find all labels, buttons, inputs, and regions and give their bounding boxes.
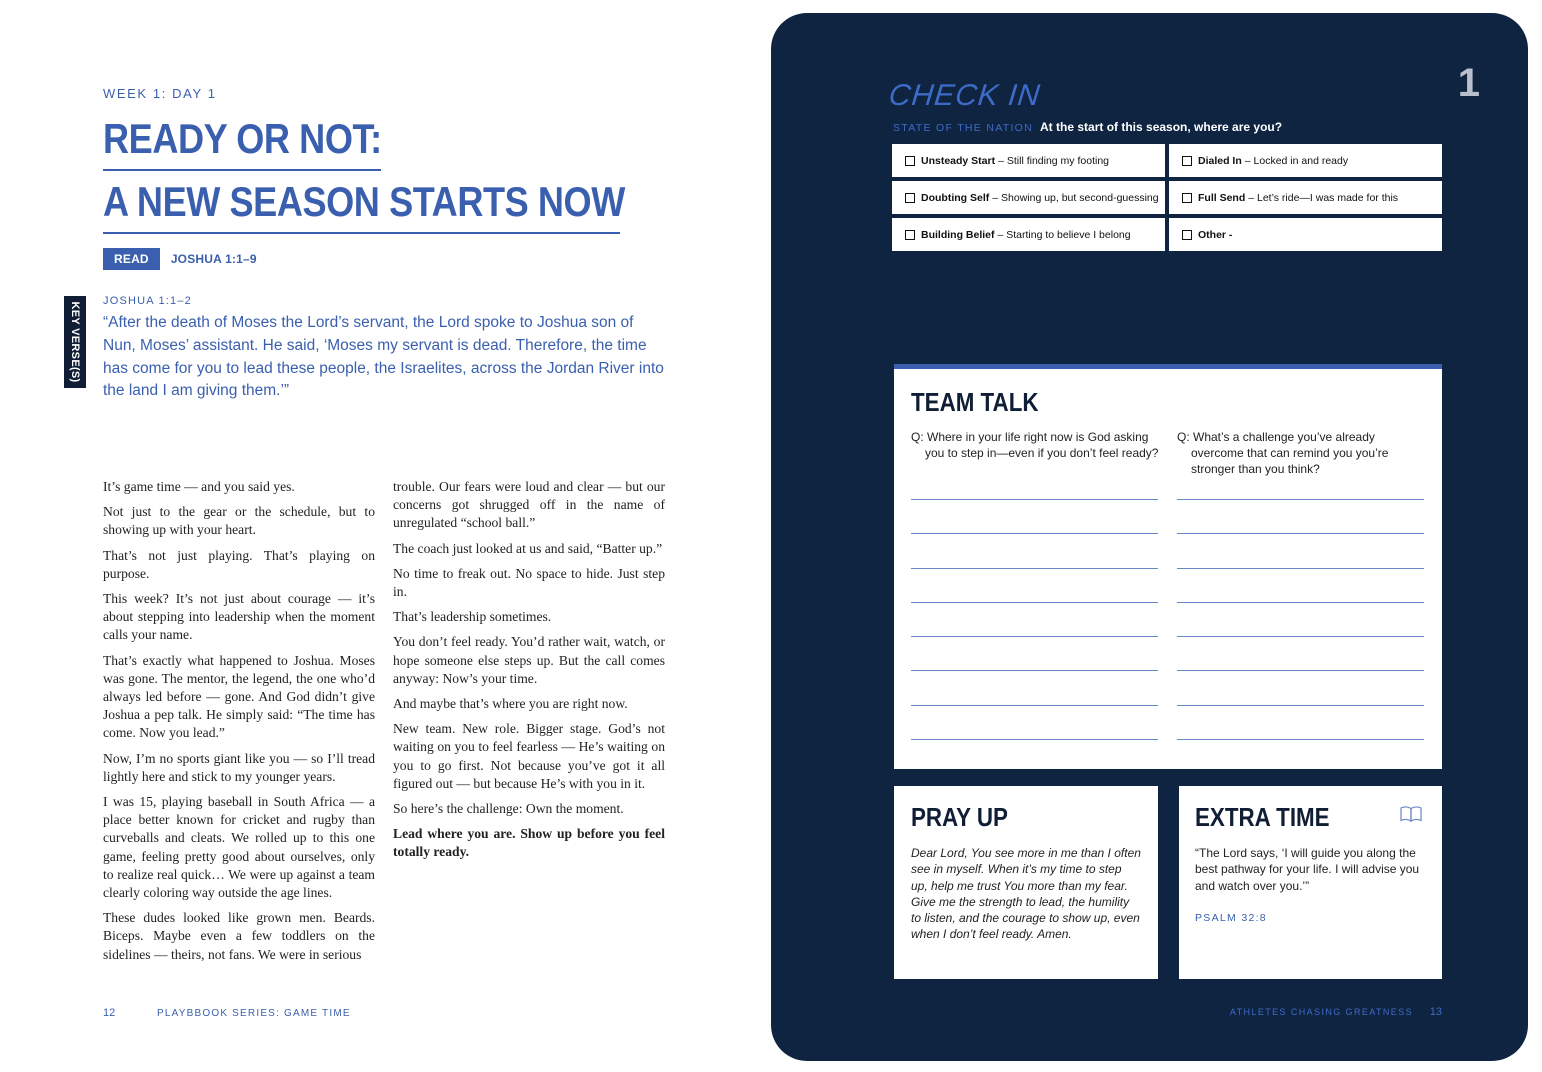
answer-line[interactable] <box>1177 739 1424 740</box>
week-day-label: WEEK 1: DAY 1 <box>103 86 217 101</box>
paragraph: You don’t feel ready. You’d rather wait, watch, or hope someone else steps up. But the call comes anyway: Now’s your time. <box>393 634 665 686</box>
answer-line[interactable] <box>1177 670 1424 671</box>
open-book-icon <box>1400 806 1422 822</box>
paragraph: That’s not just playing. That’s playing on purpose. <box>103 547 375 581</box>
state-label: STATE OF THE NATION <box>893 122 1034 134</box>
option-name: Dialed In <box>1198 154 1242 167</box>
paragraph: That’s leadership sometimes. <box>393 609 552 625</box>
paragraph: That’s exactly what happened to Joshua. Moses was gone. The mentor, the legend, the one who’d always led before — gone. And God didn’t give Joshua a pep talk. He simply said: “The time has come. Now you lead.” <box>103 652 375 741</box>
paragraph: I was 15, playing baseball in South Africa — a place better known for cricket and rugby than curveballs and cleats. We rolled up to this one game, feeling pretty good about ourselves, only to realize real quick… We were up against a team clearly coloring way outside the age lines. <box>103 794 375 901</box>
answer-line[interactable] <box>1177 705 1424 706</box>
state-of-nation-row <box>893 120 1282 134</box>
answer-line[interactable] <box>911 705 1158 706</box>
state-question: At the start of this season, where are you? <box>1040 120 1283 134</box>
checkbox[interactable] <box>905 193 915 203</box>
pray-up-heading: PRAY UP <box>911 802 1008 832</box>
option-desc: – Showing up, but second-guessing <box>992 191 1159 204</box>
option-other[interactable] <box>1169 218 1442 251</box>
pray-up-card <box>894 786 1158 979</box>
chapter-number: 1 <box>1457 61 1480 105</box>
answer-lines-1[interactable] <box>911 499 1158 773</box>
paragraph: These dudes looked like grown men. Beards. Biceps. Maybe even a few toddlers on the sidelines — theirs, not fans. We were in serious <box>103 910 375 962</box>
read-reference: JOSHUA 1:1–9 <box>170 252 257 266</box>
title-underline-1 <box>103 169 381 171</box>
paragraph: It’s game time — and you said yes. <box>103 479 295 494</box>
option-name: Full Send <box>1198 191 1246 204</box>
answer-line[interactable] <box>1177 636 1424 637</box>
verse-reference: JOSHUA 1:1–2 <box>103 295 192 307</box>
paragraph: This week? It’s not just about courage — it’s about stepping into leadership when the moment calls your name. <box>103 591 375 643</box>
body-column-1 <box>103 478 375 971</box>
paragraph: Not just to the gear or the schedule, but to showing up with your heart. <box>103 504 375 538</box>
option-name: Building Belief <box>921 228 995 241</box>
closing-statement: Lead where you are. Show up before you feel totally ready. <box>393 826 665 860</box>
checkbox[interactable] <box>905 230 915 240</box>
answer-line[interactable] <box>911 568 1158 569</box>
title-underline-2 <box>103 232 620 234</box>
answer-line[interactable] <box>911 499 1158 500</box>
team-talk-card <box>894 364 1442 769</box>
answer-line[interactable] <box>911 739 1158 740</box>
verse-text: “After the death of Moses the Lord’s servant, the Lord spoke to Joshua son of Nun, Moses’ assistant. He said, ‘Moses my servant is dead. Therefore, the time has come for you to lead these people, the Israelites, across the Jordan River into the land I am giving them.’” <box>103 314 664 400</box>
prayer-text: Dear Lord, You see more in me than I often see in myself. When it’s my time to step up, help me trust You more than my fear. Give me the strength to lead, the humility to listen, and the courage to show up, even when I don’t feel ready. Amen. <box>911 846 1141 942</box>
extra-time-heading: EXTRA TIME <box>1195 802 1330 832</box>
extra-time-card <box>1179 786 1442 979</box>
answer-line[interactable] <box>1177 499 1424 500</box>
checkbox[interactable] <box>1182 193 1192 203</box>
answer-line[interactable] <box>1177 533 1424 534</box>
check-in-title: CHECK IN <box>887 79 1043 112</box>
answer-line[interactable] <box>911 533 1158 534</box>
checkbox[interactable] <box>1182 230 1192 240</box>
option-desc: – Let’s ride—I was made for this <box>1248 191 1399 204</box>
option-name: Other - <box>1198 228 1233 241</box>
option-building-belief[interactable] <box>892 218 1165 251</box>
team-talk-question-1: Q: Where in your life right now is God asking you to step in—even if you don’t feel ready? <box>911 430 1159 460</box>
team-talk-heading: TEAM TALK <box>911 387 1039 417</box>
extra-time-verse: “The Lord says, ‘I will guide you along the best pathway for your life. I will advise you and watch over you.’” <box>1195 846 1420 893</box>
paragraph: So here’s the challenge: Own the moment. <box>393 801 624 817</box>
checkbox[interactable] <box>1182 156 1192 166</box>
series-footer-left: PLAYBBOOK SERIES: GAME TIME <box>157 1008 351 1019</box>
read-badge: READ <box>103 248 160 270</box>
answer-line[interactable] <box>911 602 1158 603</box>
page-number-right: 13 <box>1429 1006 1442 1018</box>
option-unsteady-start[interactable] <box>892 144 1165 177</box>
paragraph: No time to freak out. No space to hide. Just step in. <box>393 565 665 600</box>
page-number-left: 12 <box>103 1007 116 1019</box>
answer-line[interactable] <box>1177 602 1424 603</box>
checkbox[interactable] <box>905 156 915 166</box>
answer-line[interactable] <box>911 670 1158 671</box>
title-line-1: READY OR NOT: <box>103 115 382 162</box>
option-name: Doubting Self <box>921 191 990 204</box>
answer-line[interactable] <box>911 636 1158 637</box>
paragraph: trouble. Our fears were loud and clear — but our concerns got shrugged off in the name of unregulated “school ball.” <box>393 479 665 531</box>
answer-line[interactable] <box>1177 568 1424 569</box>
option-name: Unsteady Start <box>921 154 996 167</box>
team-talk-question-2: Q: What’s a challenge you’ve already overcome that can remind you you’re stronger than you think? <box>1177 430 1389 476</box>
option-full-send[interactable] <box>1169 181 1442 214</box>
body-column-2 <box>393 478 665 869</box>
option-desc: – Starting to believe I belong <box>997 228 1131 241</box>
extra-time-reference: PSALM 32:8 <box>1195 912 1267 924</box>
paragraph: New team. New role. Bigger stage. God’s not waiting on you to feel fearless — He’s waiting on you to go first. Not because you’ve got it all figured out — but because He’s with you in it. <box>393 721 665 791</box>
option-dialed-in[interactable] <box>1169 144 1442 177</box>
paragraph: The coach just looked at us and said, “Batter up.” <box>393 540 663 556</box>
answer-lines-2[interactable] <box>1177 499 1424 773</box>
key-verse-tab-label: KEY VERSE(S) <box>69 301 81 383</box>
series-footer-right: ATHLETES CHASING GREATNESS <box>1229 1007 1413 1017</box>
right-page <box>771 13 1528 1061</box>
paragraph: And maybe that’s where you are right now. <box>393 696 628 712</box>
title-line-2: A NEW SEASON STARTS NOW <box>103 178 625 225</box>
option-doubting-self[interactable] <box>892 181 1165 214</box>
paragraph: Now, I’m no sports giant like you — so I’ll tread lightly here and stick to my younger years. <box>103 750 375 784</box>
read-row <box>103 248 257 270</box>
option-desc: – Still finding my footing <box>998 154 1110 167</box>
option-desc: – Locked in and ready <box>1244 154 1349 167</box>
key-verse-tab <box>64 296 86 388</box>
